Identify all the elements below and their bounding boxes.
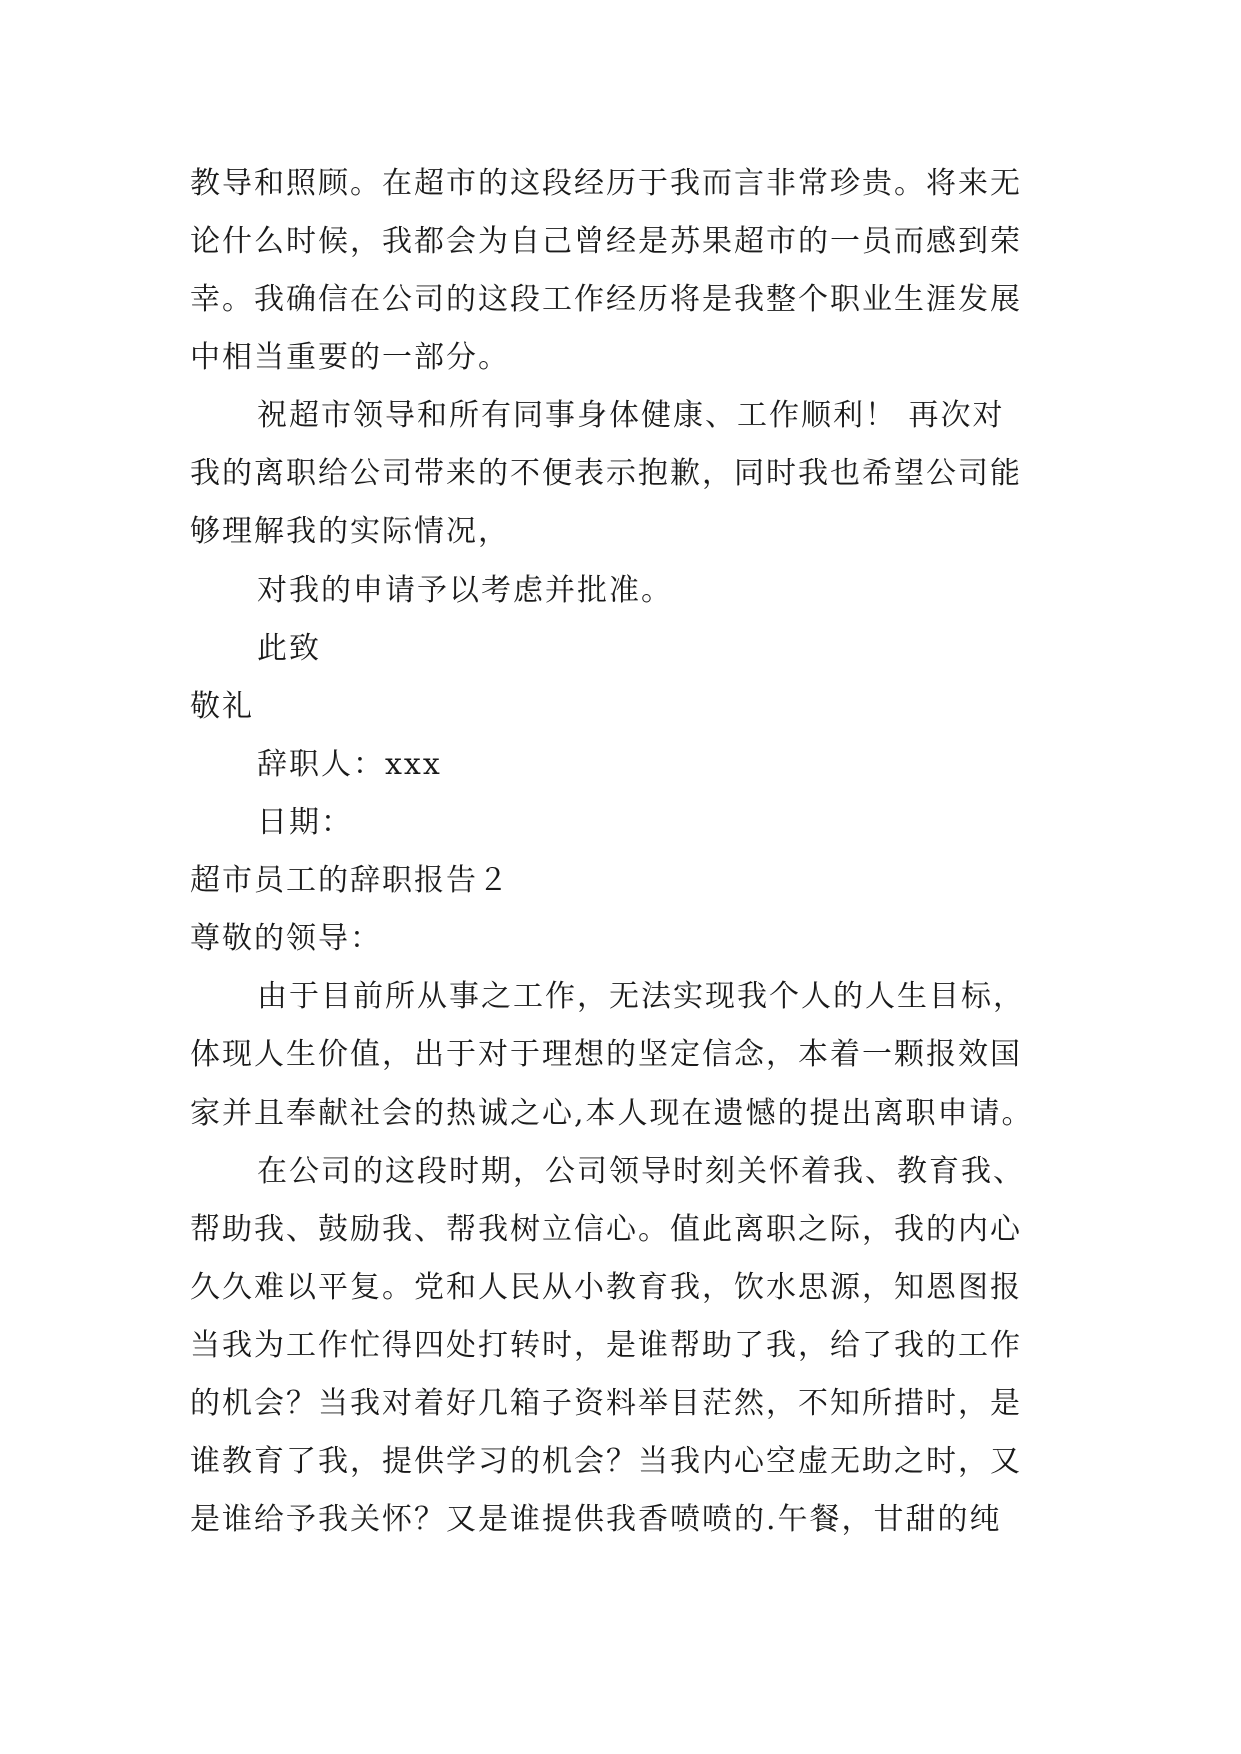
text-line: 幸。我确信在公司的这段工作经历将是我整个职业生涯发展	[190, 282, 1022, 317]
signature-line: 辞职人：xxx	[257, 747, 442, 782]
text-line: 帮助我、鼓励我、帮我树立信心。值此离职之际，我的内心	[190, 1212, 1022, 1247]
text-line: 我的离职给公司带来的不便表示抱歉，同时我也希望公司能	[190, 456, 1022, 491]
text-line: 中相当重要的一部分。	[190, 340, 510, 375]
text-line: 论什么时候，我都会为自己曾经是苏果超市的一员而感到荣	[190, 224, 1022, 259]
text-line: 是谁给予我关怀？又是谁提供我香喷喷的.午餐，甘甜的纯	[190, 1502, 1002, 1537]
section-title: 超市员工的辞职报告２	[190, 863, 510, 898]
date-line: 日期：	[257, 805, 353, 840]
text-line: 久久难以平复。党和人民从小教育我，饮水思源，知恩图报	[190, 1270, 1022, 1305]
text-line: 由于目前所从事之工作，无法实现我个人的人生目标，	[257, 979, 1025, 1014]
text-line: 体现人生价值，出于对于理想的坚定信念，本着一颗报效国	[190, 1037, 1022, 1072]
text-line: 祝超市领导和所有同事身体健康、工作顺利！ 再次对	[257, 398, 1005, 433]
text-line: 在公司的这段时期，公司领导时刻关怀着我、教育我、	[257, 1154, 1025, 1189]
text-line: 教导和照顾。在超市的这段经历于我而言非常珍贵。将来无	[190, 166, 1022, 201]
closing-salutation: 此致	[257, 631, 321, 666]
closing-regards: 敬礼	[190, 689, 254, 724]
text-line: 够理解我的实际情况，	[190, 514, 510, 549]
text-line: 谁教育了我，提供学习的机会？当我内心空虚无助之时，又	[190, 1444, 1022, 1479]
text-line: 对我的申请予以考虑并批准。	[257, 573, 673, 608]
text-line: 家并且奉献社会的热诚之心,本人现在遗憾的提出离职申请。	[190, 1096, 1034, 1131]
text-line: 当我为工作忙得四处打转时，是谁帮助了我，给了我的工作	[190, 1328, 1022, 1363]
text-line: 的机会？当我对着好几箱子资料举目茫然，不知所措时，是	[190, 1386, 1022, 1421]
greeting: 尊敬的领导：	[190, 921, 382, 956]
